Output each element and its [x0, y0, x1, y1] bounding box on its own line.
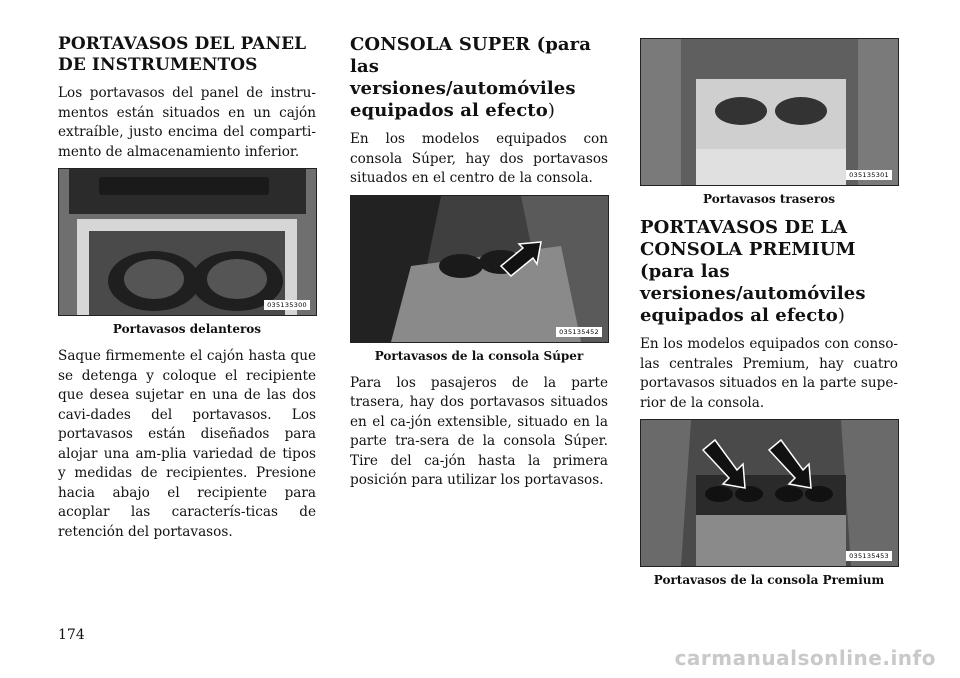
photo-rear-cupholders — [640, 38, 899, 186]
paragraph-super-console-rear: Para los pasajeros de la parte trasera, hay dos portavasos situados en el ca-jón extensible, situado en la parte tra-sera de la consola Súper. Tire del ca-jón hasta la primera posición para utilizar los portavasos. — [350, 374, 608, 488]
paragraph-premium-console-intro: En los modelos equipados con conso-las centrales Premium, hay cuatro portavasos situados en la parte supe-rior de la consola. — [640, 336, 898, 411]
figure-code: 035135452 — [556, 327, 602, 337]
heading-tail: ) — [837, 305, 845, 326]
paragraph-instrument-panel-usage: Saque firmemente el cajón hasta que se detenga y coloque el recipiente que desea sujetar en una de las dos cavi-dades del portavasos. Los portavasos están diseñados para alojar una am-plia variedad de tipos y medidas de recipientes. Presione hacia abajo el recipiente para acoplar las caracterís-ticas de retención del portavasos. — [58, 348, 316, 540]
paragraph-super-console-intro: En los modelos equipados con consola Súper, hay dos portavasos situados en el centro de la consola. — [350, 131, 608, 186]
watermark: carmanualsonline.info — [674, 646, 936, 670]
photo-front-cupholders — [58, 168, 317, 316]
super-console-illustration — [351, 196, 608, 342]
premium-console-illustration — [641, 420, 898, 566]
front-cupholders-illustration — [59, 169, 316, 315]
caption-rear-cupholders: Portavasos traseros — [703, 192, 835, 206]
figure-code: 035135301 — [846, 170, 892, 180]
heading-text: CONSOLA SUPER (para las versiones/automóviles equipados al efecto — [350, 34, 592, 121]
caption-super-console: Portavasos de la consola Súper — [374, 348, 584, 363]
section-heading-instrument-panel: PORTAVASOS DEL PANEL DE INSTRUMENTOS — [58, 34, 307, 75]
column-right — [640, 38, 898, 598]
column-middle — [350, 34, 608, 497]
figure-code: 035135300 — [264, 300, 310, 310]
rear-cupholders-illustration — [641, 39, 898, 185]
figure-code: 035135453 — [846, 551, 892, 561]
caption-front-cupholders: Portavasos delanteros — [112, 322, 262, 336]
heading-tail: ) — [547, 100, 555, 121]
paragraph-instrument-panel-intro: Los portavasos del panel de instru-mentos están situados en un cajón extraíble, justo encima del comparti-mento de almacenamiento inferior. — [58, 85, 316, 160]
section-heading-premium-console — [640, 217, 898, 327]
photo-super-console — [350, 195, 609, 343]
photo-premium-console — [640, 419, 899, 567]
page-number: 174 — [58, 627, 85, 643]
heading-text: PORTAVASOS DE LA CONSOLA PREMIUM (para las versiones/automóviles equipados al efecto — [640, 217, 866, 326]
section-heading-super-console — [350, 34, 608, 122]
column-left — [58, 34, 316, 548]
caption-premium-console: Portavasos de la consola Premium — [653, 573, 885, 587]
